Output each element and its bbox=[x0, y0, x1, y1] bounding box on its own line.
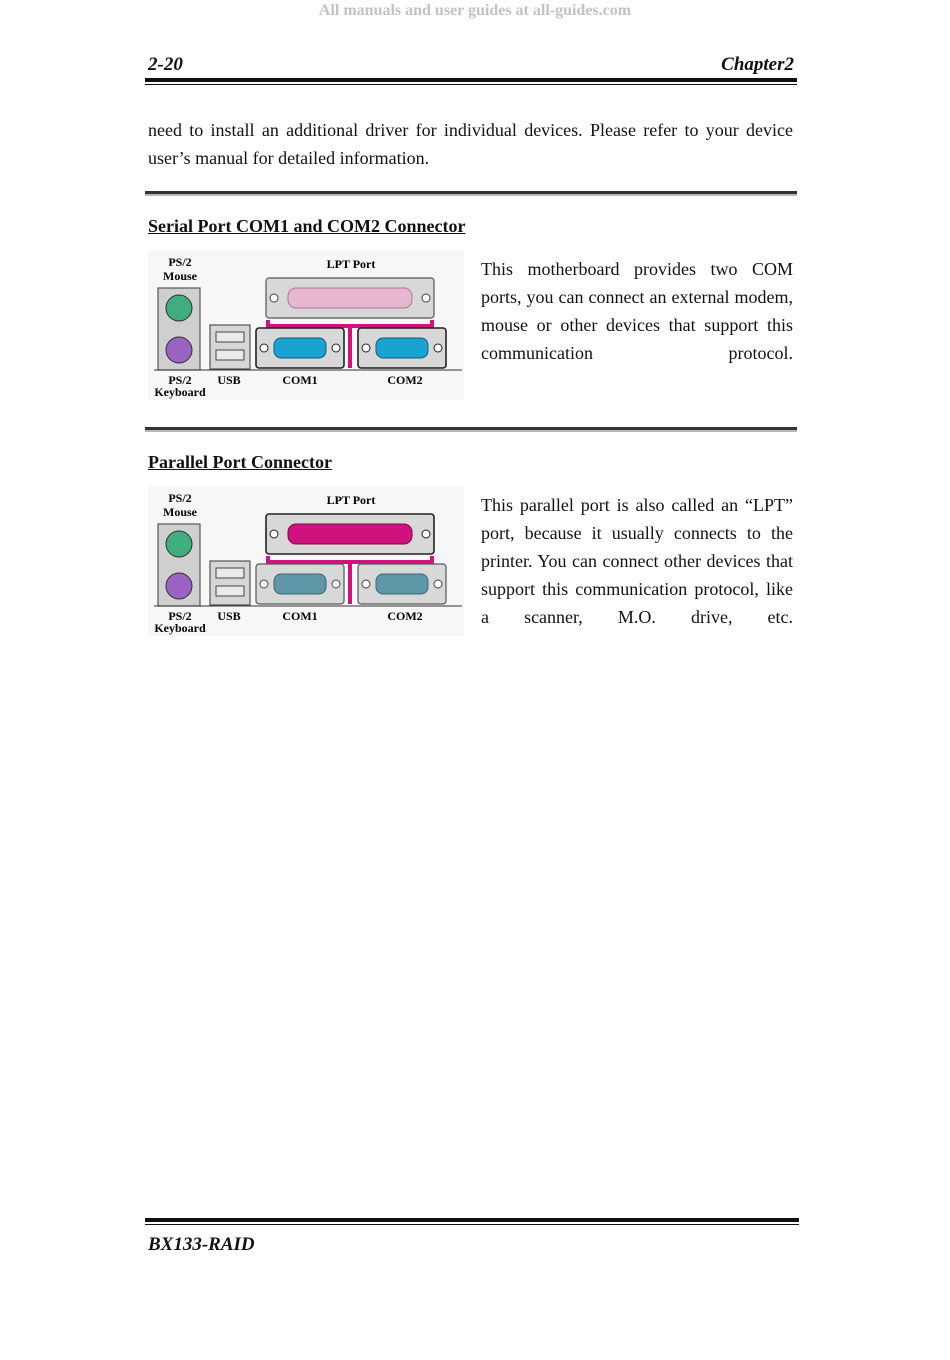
io-panel-diagram-parallel bbox=[148, 486, 464, 636]
label-ps2-keyboard-1: PS/2 bbox=[168, 609, 192, 623]
intro-paragraph: need to install an additional driver for individual devices. Please refer to your device user’s manual for detailed information. bbox=[148, 120, 793, 168]
label-ps2-keyboard-1: PS/2 bbox=[168, 373, 192, 387]
label-com1: COM1 bbox=[282, 609, 318, 623]
footer-rule bbox=[145, 1218, 799, 1222]
label-lpt-port: LPT Port bbox=[326, 493, 376, 507]
label-ps2-mouse-2: Mouse bbox=[163, 505, 197, 519]
label-com1: COM1 bbox=[282, 373, 318, 387]
label-ps2-keyboard-2: Keyboard bbox=[154, 385, 206, 399]
page-number: 2-20 bbox=[148, 54, 183, 75]
footer-rule-thin bbox=[145, 1224, 799, 1225]
watermark: All manuals and user guides at all-guides.com bbox=[318, 2, 632, 19]
header-rule bbox=[145, 78, 797, 82]
label-ps2-mouse-1: PS/2 bbox=[168, 255, 192, 269]
label-ps2-mouse-2: Mouse bbox=[163, 269, 197, 283]
footer-model: BX133-RAID bbox=[148, 1234, 255, 1255]
label-com2: COM2 bbox=[387, 609, 423, 623]
label-usb: USB bbox=[217, 609, 241, 623]
section-text-serial: This motherboard provides two COM ports, you can connect an external modem, mouse or other devices that support this communication protocol. bbox=[481, 259, 793, 363]
label-lpt-port: LPT Port bbox=[326, 257, 376, 271]
io-panel-diagram-serial bbox=[148, 250, 464, 400]
label-com2: COM2 bbox=[387, 373, 423, 387]
label-ps2-mouse-1: PS/2 bbox=[168, 491, 192, 505]
section-title-parallel: Parallel Port Connector bbox=[148, 452, 332, 472]
label-usb: USB bbox=[217, 373, 241, 387]
section-divider-1-shadow bbox=[145, 194, 797, 196]
label-ps2-keyboard-2: Keyboard bbox=[154, 621, 206, 635]
header-rule-thin bbox=[145, 84, 797, 85]
chapter-title: Chapter2 bbox=[721, 54, 794, 75]
section-text-parallel: This parallel port is also called an “LPT” port, because it usually connects to the printer. You can connect other devices that support this communication protocol, like a scanner, M.O. drive, etc. bbox=[481, 495, 793, 627]
section-divider-2-shadow bbox=[145, 430, 797, 432]
section-title-serial: Serial Port COM1 and COM2 Connector bbox=[148, 216, 466, 236]
